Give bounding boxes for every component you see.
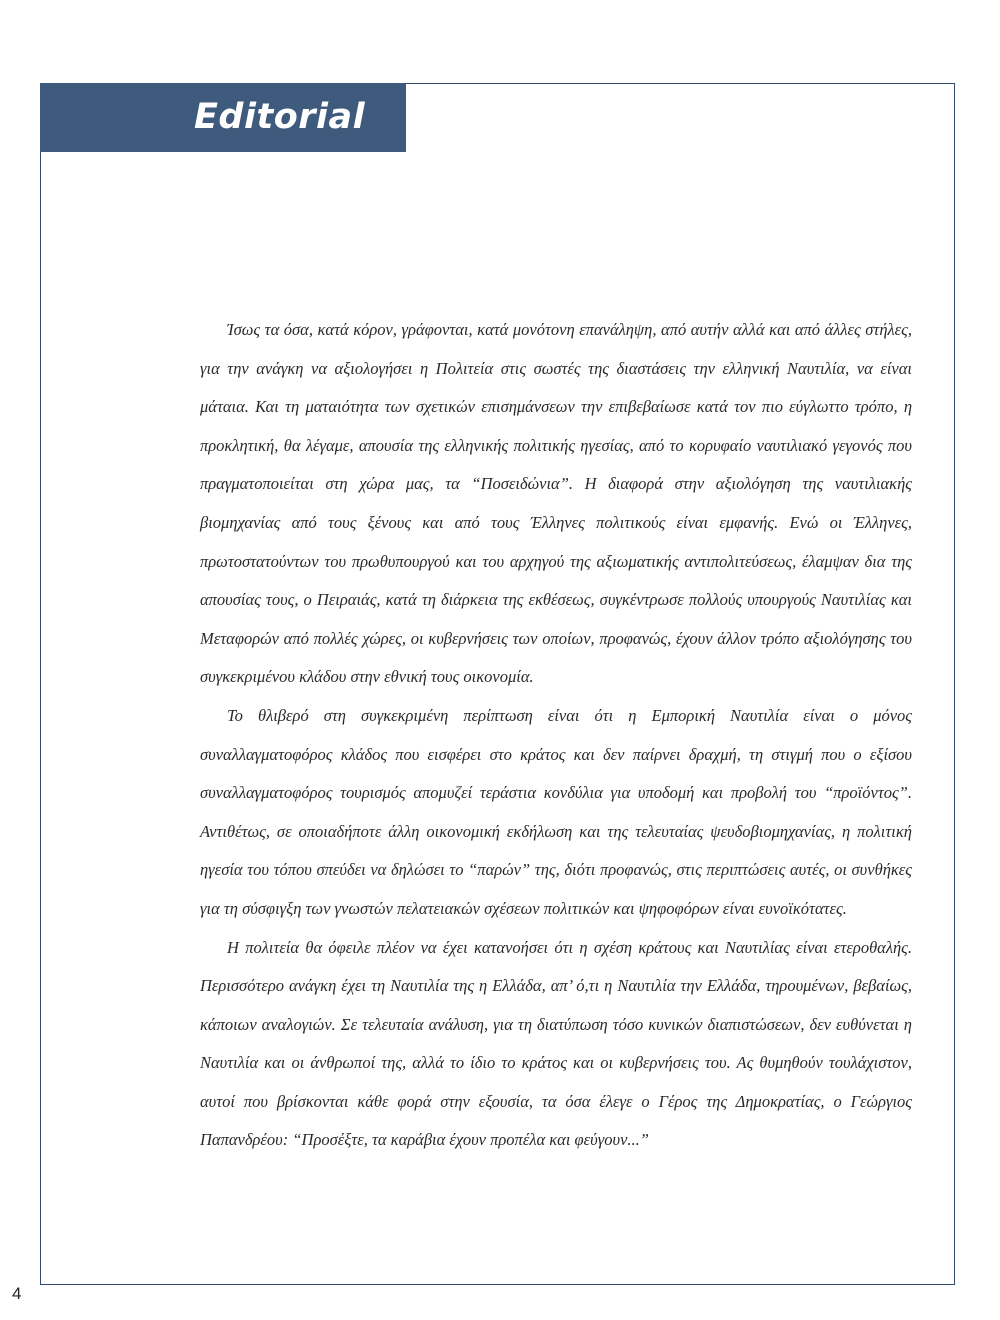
section-title: Editorial <box>194 97 366 137</box>
paragraph: Το θλιβερό στη συγκεκριμένη περίπτωση είναι ότι η Εμπορική Ναυτιλία είναι ο μόνος συναλλαγματοφόρος κλάδος που εισφέρει στο κράτος και δεν παίρνει δραχμή, τη στιγμή που ο εξίσου συναλλαγματοφόρος τουρισμός απομυζεί τεράστια κονδύλια για υποδομή και προβολή του “προϊόντος”. Αντιθέτως, σε οποιαδήποτε άλλη οικονομική εκδήλωση και της τελευταίας ψευδοβιομηχανίας, η πολιτική ηγεσία του τόπου σπεύδει να δηλώσει το “παρών” της, διότι προφανώς, στις περιπτώσεις αυτές, οι συνθήκες για τη σύσφιγξη των γνωστών πελατειακών σχέσεων πολιτικών και ψηφοφόρων είναι ευνοϊκότατες. <box>200 705 912 918</box>
paragraph: Ίσως τα όσα, κατά κόρον, γράφονται, κατά μονότονη επανάληψη, από αυτήν αλλά και από άλλες στήλες, για την ανάγκη να αξιολογήσει η Πολιτεία στις σωστές της διαστάσεις την ελληνική Ναυτιλία, να είναι μάταια. Και τη ματαιότητα των σχετικών επισημάνσεων την επιβεβαίωσε κατά τον πιο εύγλωττο τρόπο, η προκλητική, θα λέγαμε, απουσία της ελληνικής πολιτικής ηγεσίας, από το κορυφαίο ναυτιλιακό γεγονός που πραγματοποιείται στη χώρα μας, τα “Ποσειδώνια”. Η διαφορά στην αξιολόγηση της ναυτιλιακής βιομηχανίας από τους ξένους και από τους Έλληνες πολιτικούς είναι εμφανής. Ενώ οι Έλληνες, πρωτοστατούντων του πρωθυπουργού και του αρχηγού της αξιωματικής αντιπολιτεύσεως, έλαμψαν δια της απουσίας τους, ο Πειραιάς, κατά τη διάρκεια της εκθέσεως, συγκέντρωσε πολλούς υπουργούς Ναυτιλίας και Μεταφορών από πολλές χώρες, οι κυβερνήσεις των οποίων, προφανώς, έχουν άλλον τρόπο αξιολόγησης του συγκεκριμένου κλάδου στην εθνική τους οικονομία. <box>200 320 912 687</box>
page-number: 4 <box>12 1284 22 1303</box>
article-body <box>200 311 912 1160</box>
paragraph: Η πολιτεία θα όφειλε πλέον να έχει κατανοήσει ότι η σχέση κράτους και Ναυτιλίας είναι ετεροθαλής. Περισσότερο ανάγκη έχει τη Ναυτιλία της η Ελλάδα, απ’ ό,τι η Ναυτιλία την Ελλάδα, τηρουμένων, βεβαίως, κάποιων αναλογιών. Σε τελευταία ανάλυση, για τη διατύπωση τόσο κυνικών διαπιστώσεων, δεν ευθύνεται η Ναυτιλία και οι άνθρωποί της, αλλά το ίδιο το κράτος και οι κυβερνήσεις του. Ας θυμηθούν τουλάχιστον, αυτοί που βρίσκονται κάθε φορά στην εξουσία, τα όσα έλεγε ο Γέρος της Δημοκρατίας, ο Γεώργιος Παπανδρέου: “Προσέξτε, τα καράβια έχουν προπέλα και φεύγουν...” <box>200 937 912 1150</box>
